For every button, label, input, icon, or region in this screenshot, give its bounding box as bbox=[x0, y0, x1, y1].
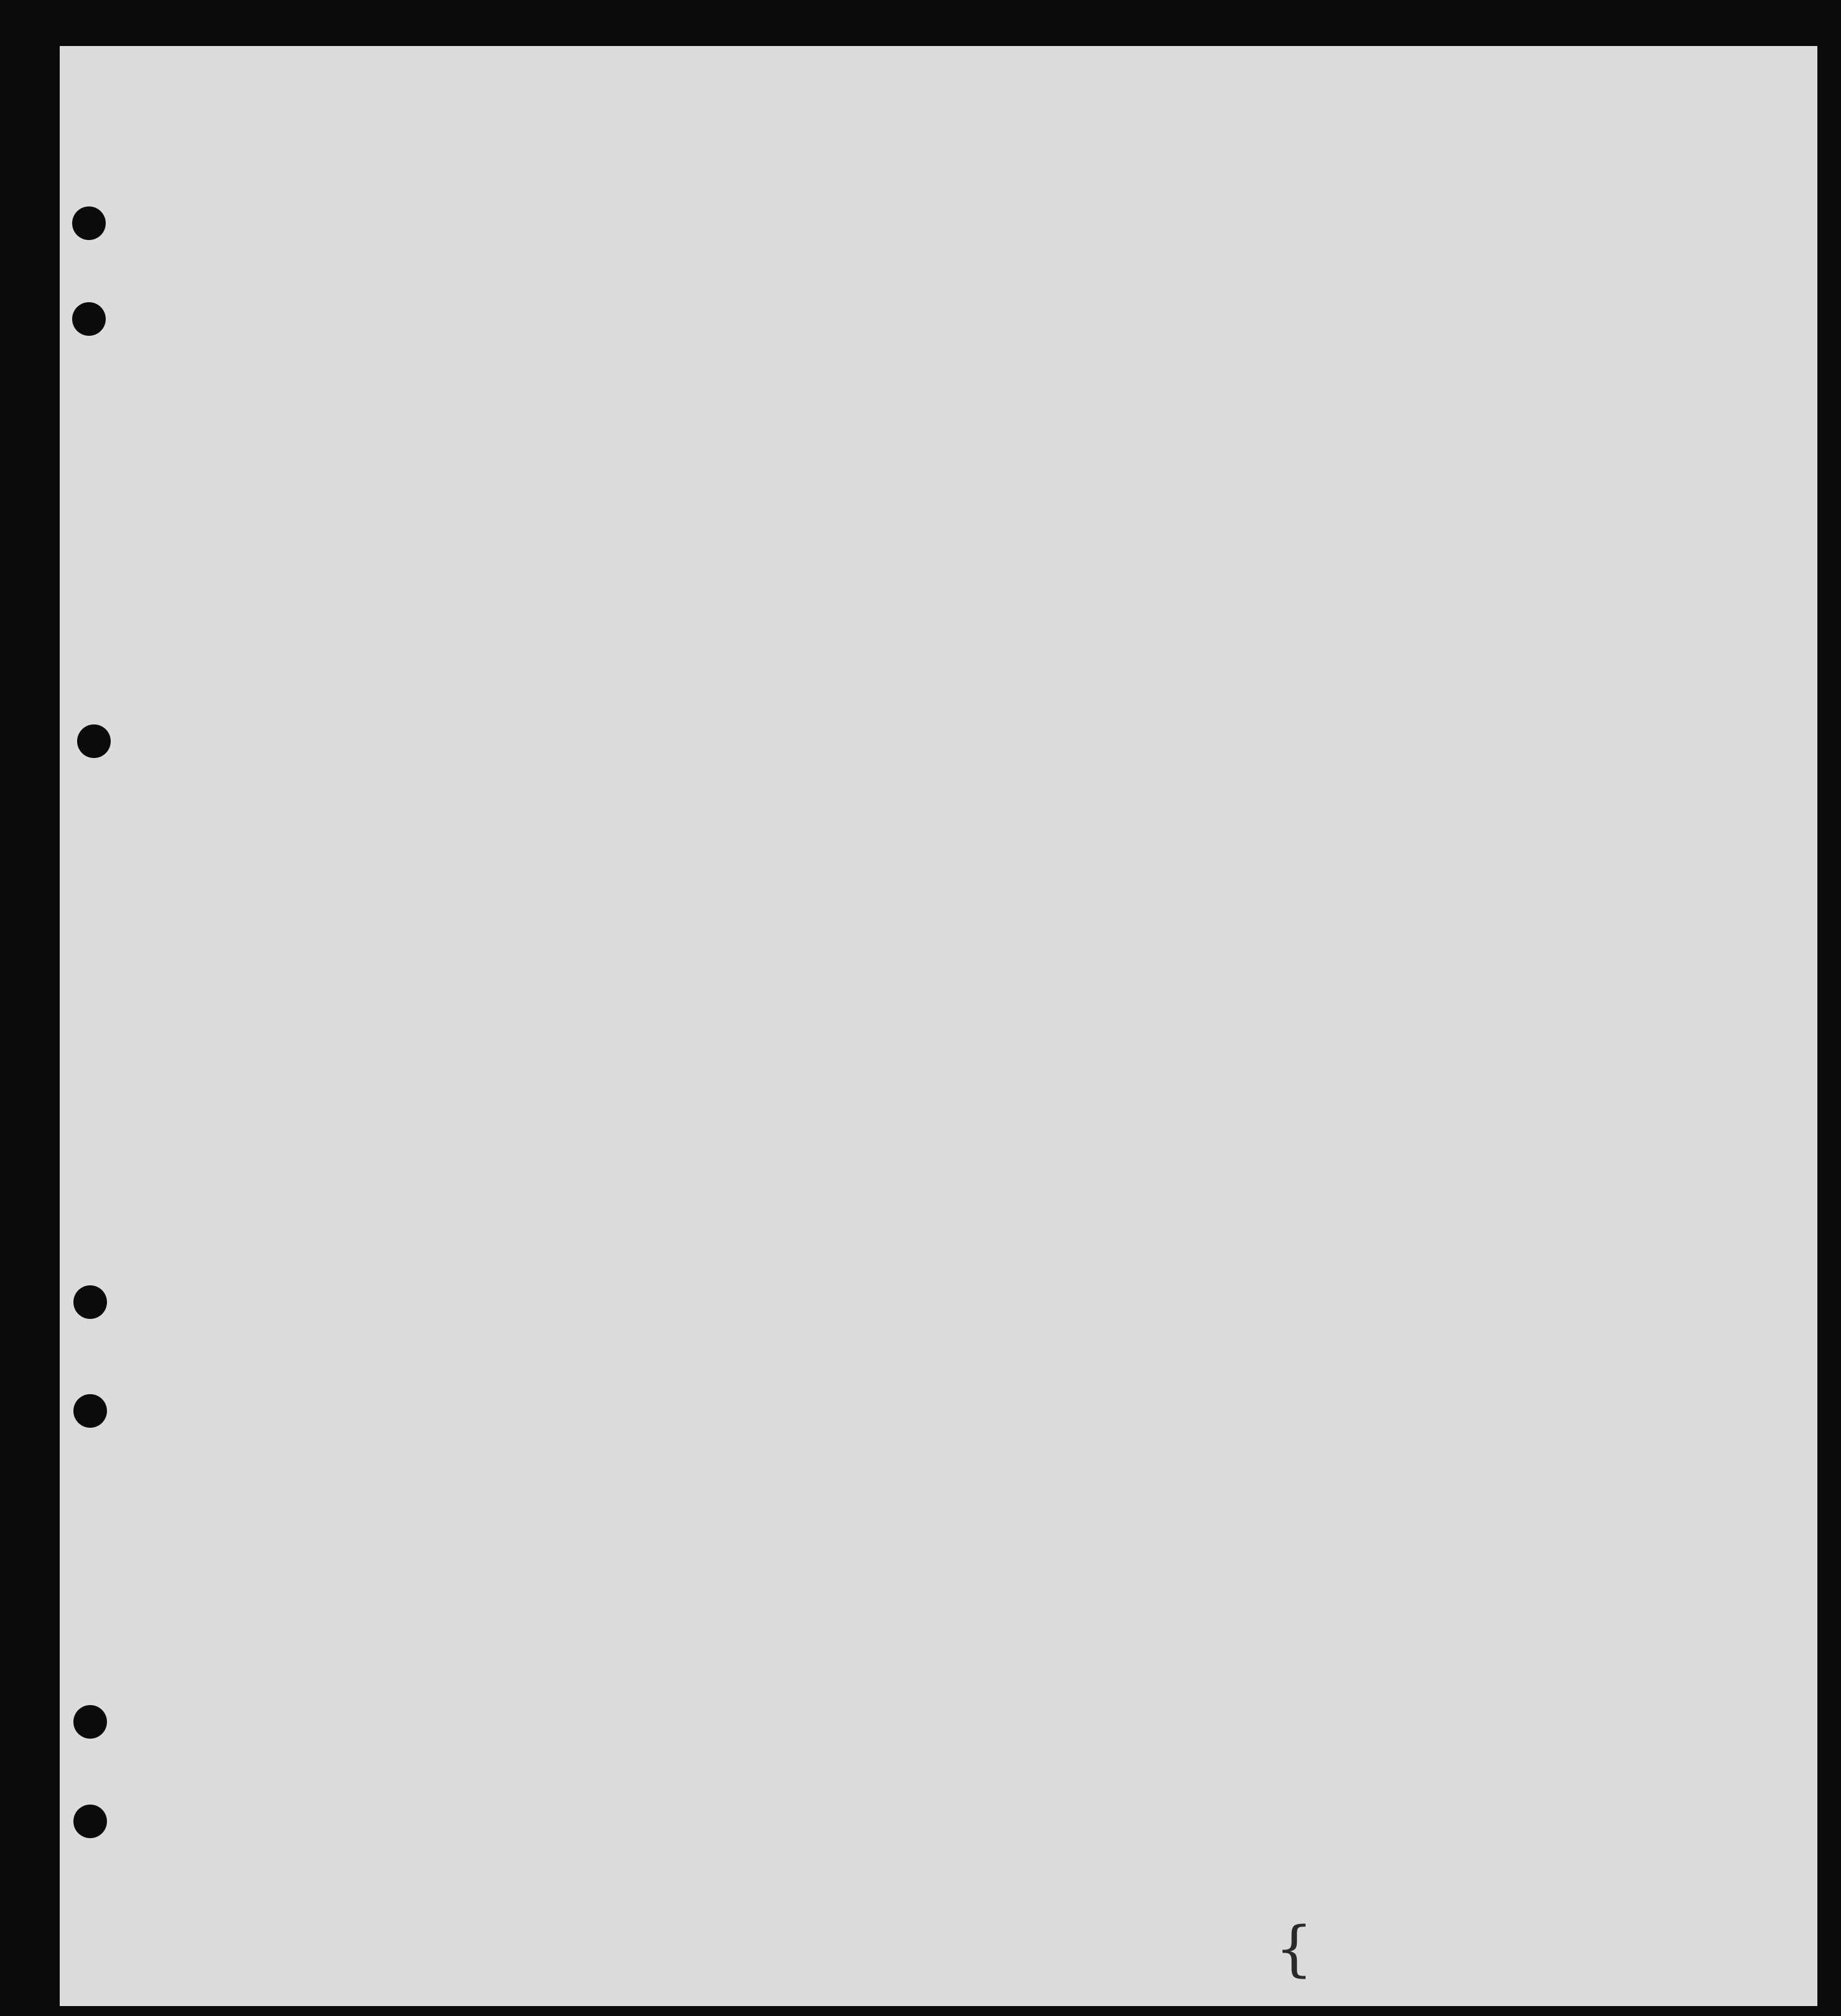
crew-brace: { bbox=[1275, 1914, 1314, 1984]
